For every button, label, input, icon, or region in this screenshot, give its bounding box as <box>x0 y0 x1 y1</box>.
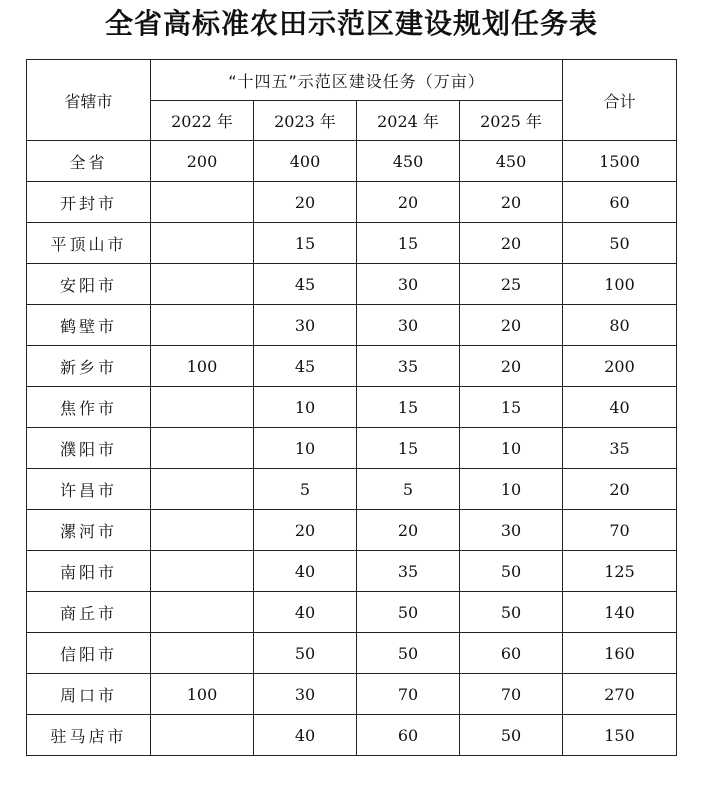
value-2022-cell <box>151 264 254 305</box>
table-body <box>27 141 677 756</box>
value-2023-cell: 10 <box>254 387 357 428</box>
value-2022-cell: 100 <box>151 346 254 387</box>
city-cell: 鹤壁市 <box>27 305 151 346</box>
value-2025-cell: 20 <box>460 305 563 346</box>
table-row <box>27 264 677 305</box>
value-2022-cell <box>151 592 254 633</box>
value-2022-cell <box>151 182 254 223</box>
table-row <box>27 469 677 510</box>
value-2023-cell: 45 <box>254 346 357 387</box>
value-2025-cell: 50 <box>460 592 563 633</box>
table-row <box>27 715 677 756</box>
value-2025-cell: 60 <box>460 633 563 674</box>
task-group-header: “十四五”示范区建设任务（万亩） <box>151 60 563 101</box>
table-row <box>27 674 677 715</box>
total-cell: 200 <box>563 346 677 387</box>
table-row <box>27 387 677 428</box>
value-2025-cell: 20 <box>460 182 563 223</box>
value-2024-cell: 5 <box>357 469 460 510</box>
page-title: 全省高标准农田示范区建设规划任务表 <box>104 7 598 40</box>
value-2025-cell: 10 <box>460 428 563 469</box>
city-cell: 平顶山市 <box>27 223 151 264</box>
value-2024-cell: 15 <box>357 223 460 264</box>
city-cell: 濮阳市 <box>27 428 151 469</box>
value-2024-cell: 15 <box>357 387 460 428</box>
value-2022-cell <box>151 428 254 469</box>
city-cell: 南阳市 <box>27 551 151 592</box>
city-cell: 全省 <box>27 141 151 182</box>
value-2022-cell: 100 <box>151 674 254 715</box>
total-cell: 140 <box>563 592 677 633</box>
city-cell: 信阳市 <box>27 633 151 674</box>
value-2023-cell: 40 <box>254 551 357 592</box>
value-2023-cell: 40 <box>254 592 357 633</box>
value-2025-cell: 30 <box>460 510 563 551</box>
table-row <box>27 141 677 182</box>
total-cell: 100 <box>563 264 677 305</box>
year-header-2025: 2025 年 <box>460 101 563 141</box>
value-2023-cell: 10 <box>254 428 357 469</box>
total-cell: 1500 <box>563 141 677 182</box>
table-row <box>27 551 677 592</box>
value-2022-cell <box>151 305 254 346</box>
value-2023-cell: 50 <box>254 633 357 674</box>
city-column-header: 省辖市 <box>27 60 151 141</box>
total-cell: 50 <box>563 223 677 264</box>
total-cell: 40 <box>563 387 677 428</box>
value-2022-cell <box>151 469 254 510</box>
city-cell: 焦作市 <box>27 387 151 428</box>
value-2024-cell: 35 <box>357 346 460 387</box>
table-row <box>27 346 677 387</box>
value-2023-cell: 20 <box>254 182 357 223</box>
value-2024-cell: 70 <box>357 674 460 715</box>
value-2024-cell: 60 <box>357 715 460 756</box>
value-2025-cell: 25 <box>460 264 563 305</box>
value-2023-cell: 30 <box>254 305 357 346</box>
value-2023-cell: 30 <box>254 674 357 715</box>
year-header-2023: 2023 年 <box>254 101 357 141</box>
value-2023-cell: 20 <box>254 510 357 551</box>
total-cell: 80 <box>563 305 677 346</box>
header-row-1 <box>27 60 677 101</box>
total-cell: 270 <box>563 674 677 715</box>
table-row <box>27 182 677 223</box>
city-cell: 周口市 <box>27 674 151 715</box>
city-cell: 开封市 <box>27 182 151 223</box>
total-cell: 70 <box>563 510 677 551</box>
value-2023-cell: 15 <box>254 223 357 264</box>
value-2023-cell: 40 <box>254 715 357 756</box>
value-2025-cell: 50 <box>460 551 563 592</box>
value-2023-cell: 400 <box>254 141 357 182</box>
value-2025-cell: 20 <box>460 223 563 264</box>
city-cell: 新乡市 <box>27 346 151 387</box>
value-2025-cell: 70 <box>460 674 563 715</box>
table-row <box>27 510 677 551</box>
value-2024-cell: 50 <box>357 592 460 633</box>
value-2024-cell: 15 <box>357 428 460 469</box>
value-2024-cell: 450 <box>357 141 460 182</box>
value-2022-cell <box>151 223 254 264</box>
task-table <box>26 59 677 756</box>
value-2024-cell: 50 <box>357 633 460 674</box>
total-cell: 150 <box>563 715 677 756</box>
value-2024-cell: 20 <box>357 182 460 223</box>
total-cell: 160 <box>563 633 677 674</box>
value-2022-cell: 200 <box>151 141 254 182</box>
value-2024-cell: 20 <box>357 510 460 551</box>
year-header-2024: 2024 年 <box>357 101 460 141</box>
total-cell: 60 <box>563 182 677 223</box>
table-row <box>27 428 677 469</box>
value-2025-cell: 50 <box>460 715 563 756</box>
table-row <box>27 223 677 264</box>
value-2025-cell: 10 <box>460 469 563 510</box>
value-2024-cell: 30 <box>357 264 460 305</box>
total-cell: 20 <box>563 469 677 510</box>
city-cell: 漯河市 <box>27 510 151 551</box>
total-cell: 35 <box>563 428 677 469</box>
table-row <box>27 592 677 633</box>
value-2022-cell <box>151 633 254 674</box>
value-2025-cell: 20 <box>460 346 563 387</box>
table-row <box>27 633 677 674</box>
value-2022-cell <box>151 551 254 592</box>
value-2022-cell <box>151 510 254 551</box>
table-row <box>27 305 677 346</box>
city-cell: 许昌市 <box>27 469 151 510</box>
city-cell: 商丘市 <box>27 592 151 633</box>
value-2022-cell <box>151 387 254 428</box>
value-2024-cell: 30 <box>357 305 460 346</box>
value-2025-cell: 15 <box>460 387 563 428</box>
city-cell: 安阳市 <box>27 264 151 305</box>
value-2025-cell: 450 <box>460 141 563 182</box>
value-2022-cell <box>151 715 254 756</box>
value-2023-cell: 5 <box>254 469 357 510</box>
value-2024-cell: 35 <box>357 551 460 592</box>
total-column-header: 合计 <box>563 60 677 141</box>
value-2023-cell: 45 <box>254 264 357 305</box>
total-cell: 125 <box>563 551 677 592</box>
year-header-2022: 2022 年 <box>151 101 254 141</box>
city-cell: 驻马店市 <box>27 715 151 756</box>
